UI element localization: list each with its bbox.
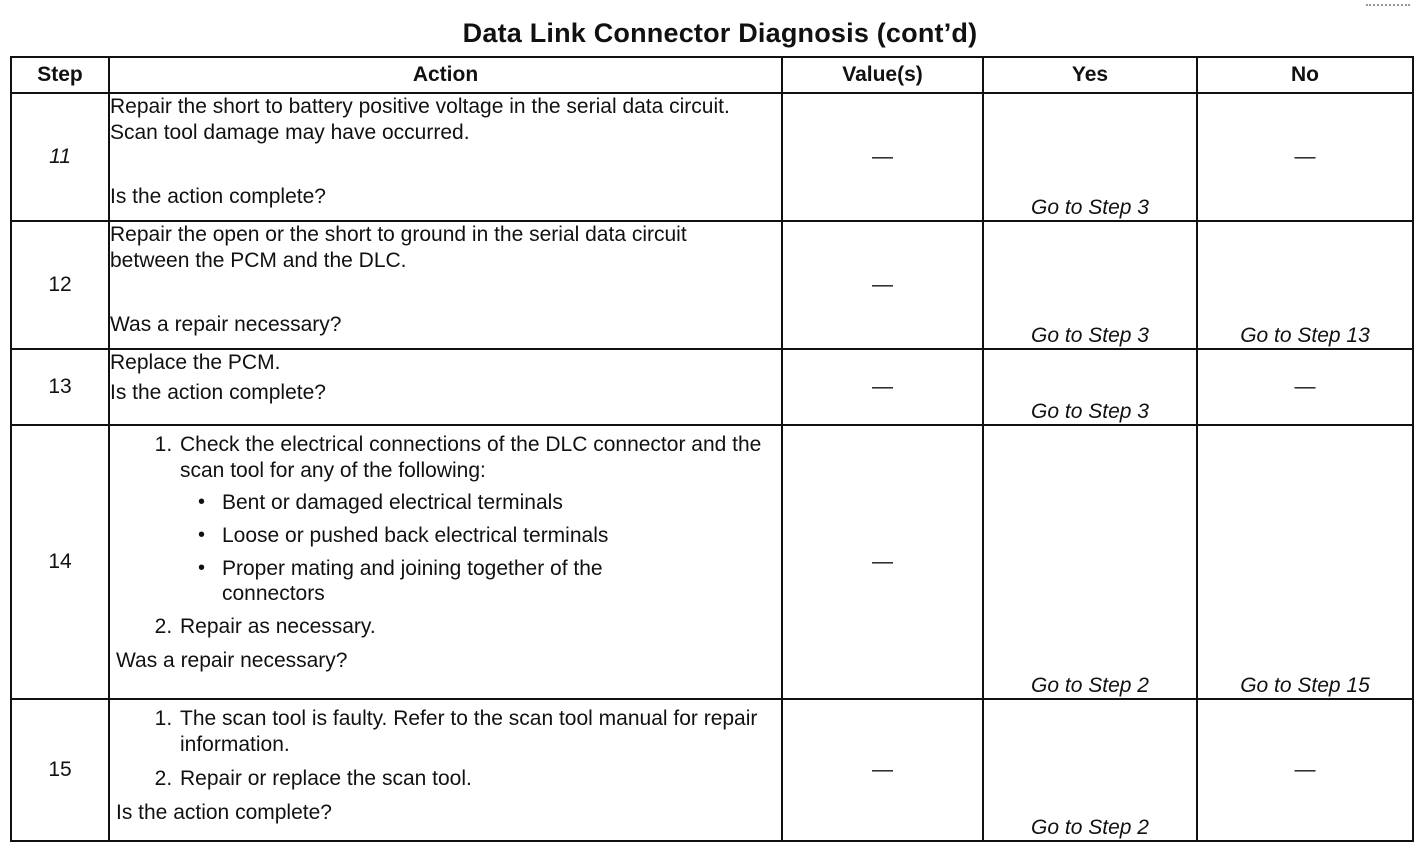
header-values: Value(s) — [782, 57, 983, 93]
header-no: No — [1197, 57, 1413, 93]
no-cell: — — [1197, 699, 1413, 841]
step-number: 15 — [11, 699, 109, 841]
bullet-text: Proper mating and joining together of the connectors — [222, 557, 603, 605]
action-question: Is the action complete? — [116, 801, 332, 824]
table-header-row — [11, 57, 1413, 93]
action-text: Repair the short to battery positive voltage in the serial data circuit. Scan tool damage may have occurred. — [110, 95, 730, 144]
action-question: Was a repair necessary? — [110, 313, 342, 336]
bullet-item — [198, 523, 781, 548]
bullet-icon: • — [198, 491, 206, 513]
list-item — [178, 614, 781, 640]
yes-cell: Go to Step 2 — [983, 699, 1197, 841]
bullet-list — [180, 490, 781, 606]
step-number: 12 — [11, 221, 109, 349]
action-cell — [109, 699, 782, 841]
action-text: Replace the PCM. — [110, 351, 281, 374]
numbered-list — [116, 432, 781, 640]
table-row-step-12 — [11, 221, 1413, 349]
list-item-text: The scan tool is faulty. Refer to the scan tool manual for repair information. — [180, 707, 758, 756]
list-item-text: Check the electrical connections of the DLC connector and the scan tool for any of the following: — [180, 433, 762, 482]
list-item-text: Repair or replace the scan tool. — [180, 767, 472, 790]
table-row-step-15 — [11, 699, 1413, 841]
list-item — [178, 432, 781, 606]
yes-cell: Go to Step 3 — [983, 93, 1197, 221]
table-row-step-13 — [11, 349, 1413, 425]
list-item — [178, 706, 781, 758]
step-number: 11 — [11, 93, 109, 221]
action-question: Is the action complete? — [110, 381, 326, 404]
action-cell — [109, 349, 782, 425]
bullet-text: Bent or damaged electrical terminals — [222, 491, 563, 514]
bullet-text: Loose or pushed back electrical terminals — [222, 524, 609, 547]
action-cell — [109, 221, 782, 349]
step-number: 13 — [11, 349, 109, 425]
list-item-text: Repair as necessary. — [180, 615, 376, 638]
diagnosis-table — [10, 56, 1414, 842]
header-step: Step — [11, 57, 109, 93]
value-cell: — — [782, 699, 983, 841]
no-cell: Go to Step 13 — [1197, 221, 1413, 349]
value-cell: — — [782, 221, 983, 349]
header-action: Action — [109, 57, 782, 93]
yes-cell: Go to Step 2 — [983, 425, 1197, 699]
corner-mark — [1366, 4, 1410, 8]
table-row-step-11 — [11, 93, 1413, 221]
bullet-item — [198, 556, 781, 606]
value-cell: — — [782, 349, 983, 425]
bullet-icon: • — [198, 524, 206, 546]
step-number: 14 — [11, 425, 109, 699]
action-cell — [109, 93, 782, 221]
yes-cell: Go to Step 3 — [983, 349, 1197, 425]
yes-cell: Go to Step 3 — [983, 221, 1197, 349]
bullet-icon: • — [198, 557, 206, 579]
action-text: Repair the open or the short to ground in the serial data circuit between the PCM and the DLC. — [110, 223, 687, 272]
no-cell: — — [1197, 349, 1413, 425]
header-yes: Yes — [983, 57, 1197, 93]
value-cell: — — [782, 425, 983, 699]
action-question: Is the action complete? — [110, 185, 326, 208]
bullet-item — [198, 490, 781, 515]
table-row-step-14 — [11, 425, 1413, 699]
no-cell: — — [1197, 93, 1413, 221]
list-item — [178, 766, 781, 792]
action-question: Was a repair necessary? — [116, 649, 348, 672]
action-cell — [109, 425, 782, 699]
page-title: Data Link Connector Diagnosis (cont’d) — [462, 18, 978, 48]
no-cell: Go to Step 15 — [1197, 425, 1413, 699]
numbered-list — [116, 706, 781, 792]
value-cell: — — [782, 93, 983, 221]
